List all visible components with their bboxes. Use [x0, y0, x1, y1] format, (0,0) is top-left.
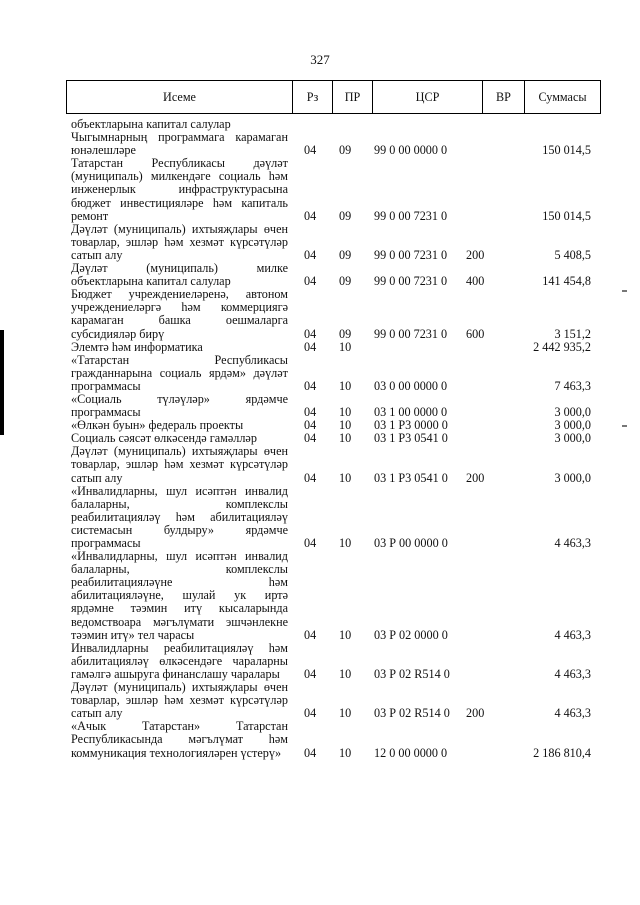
row-name	[71, 485, 288, 550]
row-name-line: коммуникация технологияләрен үстерү»	[71, 745, 282, 760]
row-name-line: реабилитацияләүне һәм	[71, 575, 288, 590]
cell-rz: 04	[304, 666, 317, 681]
cell-csr: 99 0 00 7231 0	[374, 326, 448, 341]
header-vr: ВР	[482, 81, 524, 113]
table-row	[71, 262, 601, 288]
row-name-line: абилитацияләү өлкәсендәге чараларны	[71, 653, 288, 668]
row-name	[71, 681, 288, 720]
cell-sum: 3 000,0	[554, 431, 591, 446]
cell-sum: 4 463,3	[554, 666, 591, 681]
cell-pr: 09	[339, 143, 352, 158]
cell-pr: 10	[339, 431, 352, 446]
row-name-line: сатып алу	[71, 247, 123, 262]
row-name-line: «Ачык Татарстан» Татарстан	[71, 719, 288, 734]
cell-csr: 99 0 00 7231 0	[374, 208, 448, 223]
cell-csr: 03 Р 02 0000 0	[374, 627, 448, 642]
row-name-line: Чыгымнарның программага карамаган	[71, 130, 288, 145]
row-name-line: юнәлешләре	[71, 143, 136, 158]
cell-rz: 04	[304, 326, 317, 341]
cell-vr: 200	[466, 470, 485, 485]
cell-csr: 99 0 00 7231 0	[374, 247, 448, 262]
row-name-line: ведомствоара мәгълүмати эшчәнлекне	[71, 614, 288, 629]
table-row	[71, 288, 601, 340]
cell-csr: 03 0 00 0000 0	[374, 378, 448, 393]
row-name-line: сатып алу	[71, 706, 123, 721]
table-row	[71, 131, 601, 157]
row-name-line: программасы	[71, 536, 141, 550]
cell-rz: 04	[304, 431, 317, 446]
cell-csr: 03 Р 02 R514 0	[374, 706, 450, 721]
cell-rz: 04	[304, 208, 317, 223]
row-name-line: «Социаль түләүләр» ярдәмче	[71, 391, 288, 406]
cell-pr: 09	[339, 274, 352, 289]
cell-vr: 200	[466, 247, 485, 262]
cell-rz: 04	[304, 339, 317, 354]
header-rz: Рз	[292, 81, 332, 113]
row-name	[71, 550, 288, 642]
row-name-line: гражданнарына социаль ярдәм» дәүләт	[71, 365, 288, 380]
row-name	[71, 393, 288, 419]
cell-vr: 600	[466, 326, 485, 341]
row-name-line: (муниципаль) милкендәге социаль һәм	[71, 169, 288, 184]
cell-sum: 4 463,3	[554, 627, 591, 642]
row-name-line: субсидияләр бирү	[71, 326, 165, 341]
row-name-line: бюджет инвестицияләре һәм капиталь	[71, 195, 288, 210]
row-name	[71, 341, 288, 354]
table-row	[71, 157, 601, 222]
cell-sum: 3 000,0	[554, 470, 591, 485]
cell-sum: 2 186 810,4	[533, 745, 591, 760]
cell-rz: 04	[304, 536, 317, 550]
row-name-line: объектларына капитал салулар	[71, 274, 231, 289]
row-name	[71, 131, 288, 157]
cell-sum: 150 014,5	[542, 143, 591, 158]
cell-csr: 03 Р 02 R514 0	[374, 666, 450, 681]
row-name-line: товарлар, эшләр һәм хезмәт күрсәтүләр	[71, 457, 288, 472]
row-name	[71, 445, 288, 484]
cell-rz: 04	[304, 470, 317, 485]
row-name-line: «Инвалидларны, шул исәптән инвалид	[71, 549, 288, 564]
cell-rz: 04	[304, 405, 317, 420]
cell-sum: 4 463,3	[554, 536, 591, 550]
row-name-line: ярдәмне тәэмин итү кысаларында	[71, 601, 288, 616]
cell-pr: 10	[339, 536, 352, 550]
cell-rz: 04	[304, 378, 317, 393]
row-name-line: Дәүләт (муниципаль) милке	[71, 261, 288, 276]
cell-pr: 09	[339, 326, 352, 341]
cell-sum: 3 151,2	[554, 326, 591, 341]
page-number: 327	[310, 52, 330, 67]
cell-csr: 03 1 P3 0000 0	[374, 418, 448, 433]
row-name-line: Республикасында мәгълүмат һәм	[71, 732, 288, 747]
cell-vr: 200	[466, 706, 485, 721]
row-name-line: реабилитацияләү һәм абилитацияләү	[71, 509, 288, 524]
row-name	[71, 157, 288, 222]
cell-csr: 12 0 00 0000 0	[374, 745, 448, 760]
row-name-line: тәэмин итү» тел чарасы	[71, 627, 195, 642]
cell-csr: 03 1 P3 0541 0	[374, 470, 448, 485]
row-name	[71, 642, 288, 681]
table-row	[71, 485, 601, 550]
row-name-line: сатып алу	[71, 470, 123, 485]
row-name-line: балаларны, комплекслы	[71, 562, 288, 577]
cell-csr: 03 1 P3 0541 0	[374, 431, 448, 446]
cell-csr: 03 Р 00 0000 0	[374, 536, 448, 550]
cell-csr: 99 0 00 7231 0	[374, 274, 448, 289]
table-row	[71, 354, 601, 393]
row-name-line: Бюджет учреждениеләренә, автоном	[71, 287, 288, 302]
cell-pr: 10	[339, 378, 352, 393]
row-name	[71, 354, 288, 393]
row-name	[71, 288, 288, 340]
header-csr: ЦСР	[372, 81, 482, 113]
cell-rz: 04	[304, 274, 317, 289]
cell-sum: 3 000,0	[554, 418, 591, 433]
row-name-line: товарлар, эшләр һәм хезмәт күрсәтүләр	[71, 693, 288, 708]
row-name-line: Инвалидларны реабилитацияләү һәм	[71, 640, 288, 655]
cell-sum: 4 463,3	[554, 706, 591, 721]
cell-sum: 7 463,3	[554, 378, 591, 393]
row-name-line: ремонт	[71, 208, 109, 223]
cell-csr: 99 0 00 0000 0	[374, 143, 448, 158]
row-name-line: «Татарстан Республикасы	[71, 352, 288, 367]
cell-pr: 10	[339, 470, 352, 485]
table-row	[71, 720, 601, 759]
cell-sum: 2 442 935,2	[533, 339, 591, 354]
header-sum: Суммасы	[524, 81, 600, 113]
cell-sum: 5 408,5	[554, 247, 591, 262]
row-name-line: гамәлгә ашыруга финанслашу чаралары	[71, 666, 280, 681]
table-body	[71, 118, 601, 760]
cell-rz: 04	[304, 143, 317, 158]
header-pr: ПР	[332, 81, 372, 113]
margin-bar	[0, 330, 4, 435]
row-name	[71, 720, 288, 759]
row-name-line: карамаган башка оешмаларга	[71, 313, 288, 328]
row-name-line: инженерлык инфраструктурасына	[71, 182, 288, 197]
table-row	[71, 393, 601, 419]
cell-rz: 04	[304, 745, 317, 760]
cell-sum: 141 454,8	[542, 274, 591, 289]
row-name	[71, 262, 288, 288]
row-name-line: Социаль сәясәт өлкәсендә гамәлләр	[71, 431, 257, 446]
cell-pr: 10	[339, 339, 352, 354]
table-row	[71, 681, 601, 720]
row-name-line: абилитацияләүне, шулай ук иртә	[71, 588, 288, 603]
cell-pr: 10	[339, 418, 352, 433]
cell-pr: 10	[339, 666, 352, 681]
margin-tick	[622, 425, 627, 427]
row-name-line: Дәүләт (муниципаль) ихтыяҗлары өчен	[71, 444, 288, 459]
header-name: Исеме	[163, 89, 196, 104]
table-row	[71, 642, 601, 681]
row-name	[71, 223, 288, 262]
cell-pr: 10	[339, 627, 352, 642]
cell-rz: 04	[304, 627, 317, 642]
table-row	[71, 550, 601, 642]
row-name-line: системасын булдыру» ярдәмче	[71, 522, 288, 537]
table-row	[71, 223, 601, 262]
row-name-line: программасы	[71, 378, 141, 393]
cell-pr: 10	[339, 706, 352, 721]
row-name-line: Татарстан Республикасы дәүләт	[71, 156, 288, 171]
cell-rz: 04	[304, 247, 317, 262]
row-name-line: Дәүләт (муниципаль) ихтыяҗлары өчен	[71, 221, 288, 236]
row-name-line: «Инвалидларны, шул исәптән инвалид	[71, 483, 288, 498]
margin-tick	[622, 290, 627, 292]
cell-vr: 400	[466, 274, 485, 289]
cell-pr: 09	[339, 208, 352, 223]
row-name-line: балаларны, комплекслы	[71, 496, 288, 511]
cell-rz: 04	[304, 706, 317, 721]
cell-sum: 150 014,5	[542, 208, 591, 223]
cell-pr: 10	[339, 745, 352, 760]
row-name-line: «Өлкән буын» федераль проекты	[71, 418, 244, 433]
cell-rz: 04	[304, 418, 317, 433]
cell-sum: 3 000,0	[554, 405, 591, 420]
row-name-line: товарлар, эшләр һәм хезмәт күрсәтүләр	[71, 234, 288, 249]
row-name-line: учреждениеләргә һәм коммерциягә	[71, 300, 288, 315]
row-name-line: объектларына капитал салулар	[71, 117, 231, 131]
cell-pr: 10	[339, 405, 352, 420]
row-name-line: программасы	[71, 405, 141, 420]
row-name-line: Элемтә һәм информатика	[71, 339, 203, 354]
row-name-line: Дәүләт (муниципаль) ихтыяҗлары өчен	[71, 680, 288, 695]
cell-pr: 09	[339, 247, 352, 262]
table-row	[71, 341, 601, 354]
cell-csr: 03 1 00 0000 0	[374, 405, 448, 420]
table-row	[71, 445, 601, 484]
table-header	[66, 80, 601, 114]
